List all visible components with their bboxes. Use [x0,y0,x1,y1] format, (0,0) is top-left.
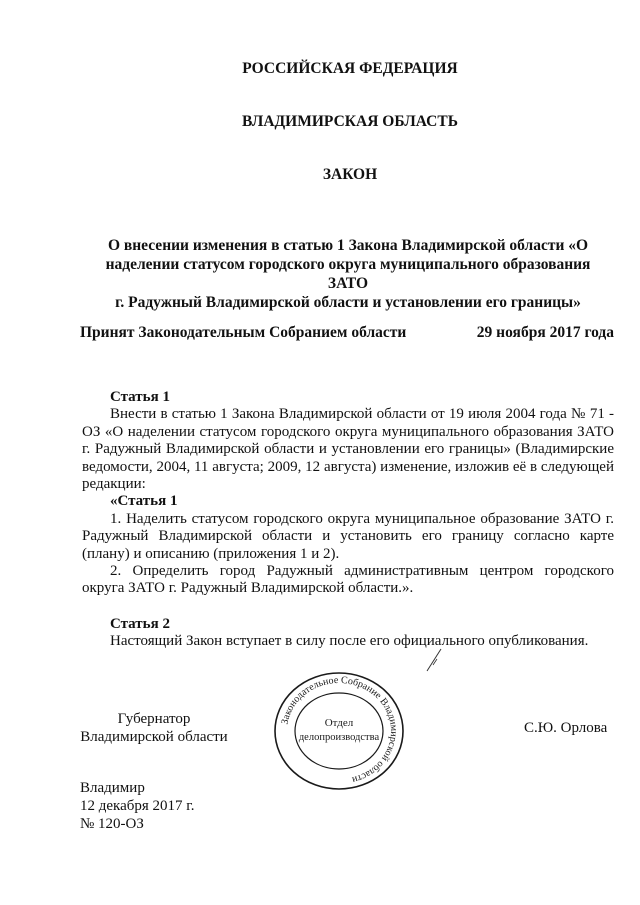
signatory-name: С.Ю. Орлова [524,720,608,736]
article-1-heading: Статья 1 [110,389,170,405]
law-title-line: г. Радужный Владимирской области и установлении его границы» [115,294,581,311]
law-title-line: наделении статусом городского округа муниципального образования ЗАТО [105,256,591,292]
footer-date: 12 декабря 2017 г. [80,798,195,814]
article-1-item-2: 2. Определить город Радужный административным центром городского округа ЗАТО г. Радужный Владимирской области.». [82,563,614,597]
article-1-text: Внести в статью 1 Закона Владимирской области от 19 июля 2004 года № 71 - ОЗ «О наделении статусом городского округа муниципального образования ЗАТО г. Радужный Владимирской области и установлении его границы» (Владимирские ведомости, 2004, 11 августа; 2009, 12 августа) изменение, изложив её в следующей редакции: [82,406,614,493]
stamp-center-line: Отдел [324,717,354,729]
article-1-item-1: 1. Наделить статусом городского округа муниципальное образование ЗАТО г. Радужный Владимирской области и установить его границу согласно карте (плану) и описанию (приложения 1 и 2). [82,510,614,562]
official-stamp [272,670,406,792]
article-2-text: Настоящий Закон вступает в силу после его официального опубликования. [110,633,589,650]
region-heading: ВЛАДИМИРСКАЯ ОБЛАСТЬ [242,113,458,130]
footer-number: № 120-ОЗ [80,816,144,832]
quoted-article-heading: «Статья 1 [110,493,178,510]
stamp-ring-text: Законодательное Собрание Владимирской области [279,674,400,786]
article-1 [82,389,614,598]
law-title-line: О внесении изменения в статью 1 Закона Владимирской области «О [107,237,589,254]
signatory-position-line: Губернатор [117,711,191,727]
country-heading: РОССИЙСКАЯ ФЕДЕРАЦИЯ [242,60,458,77]
document-footer [80,779,195,833]
article-2 [82,616,614,651]
adoption-label: Принят Законодательным Собранием области [80,324,407,341]
article-2-heading: Статья 2 [110,616,170,632]
document-type-heading: ЗАКОН [322,166,378,183]
adoption-date: 29 ноября 2017 года [476,324,614,341]
footer-city: Владимир [80,780,145,796]
signatory-position [74,710,234,746]
pen-mark [425,645,445,673]
signatory-position-line: Владимирской области [80,729,228,745]
law-title [88,236,608,312]
stamp-center-line: делопроизводства [298,732,380,743]
